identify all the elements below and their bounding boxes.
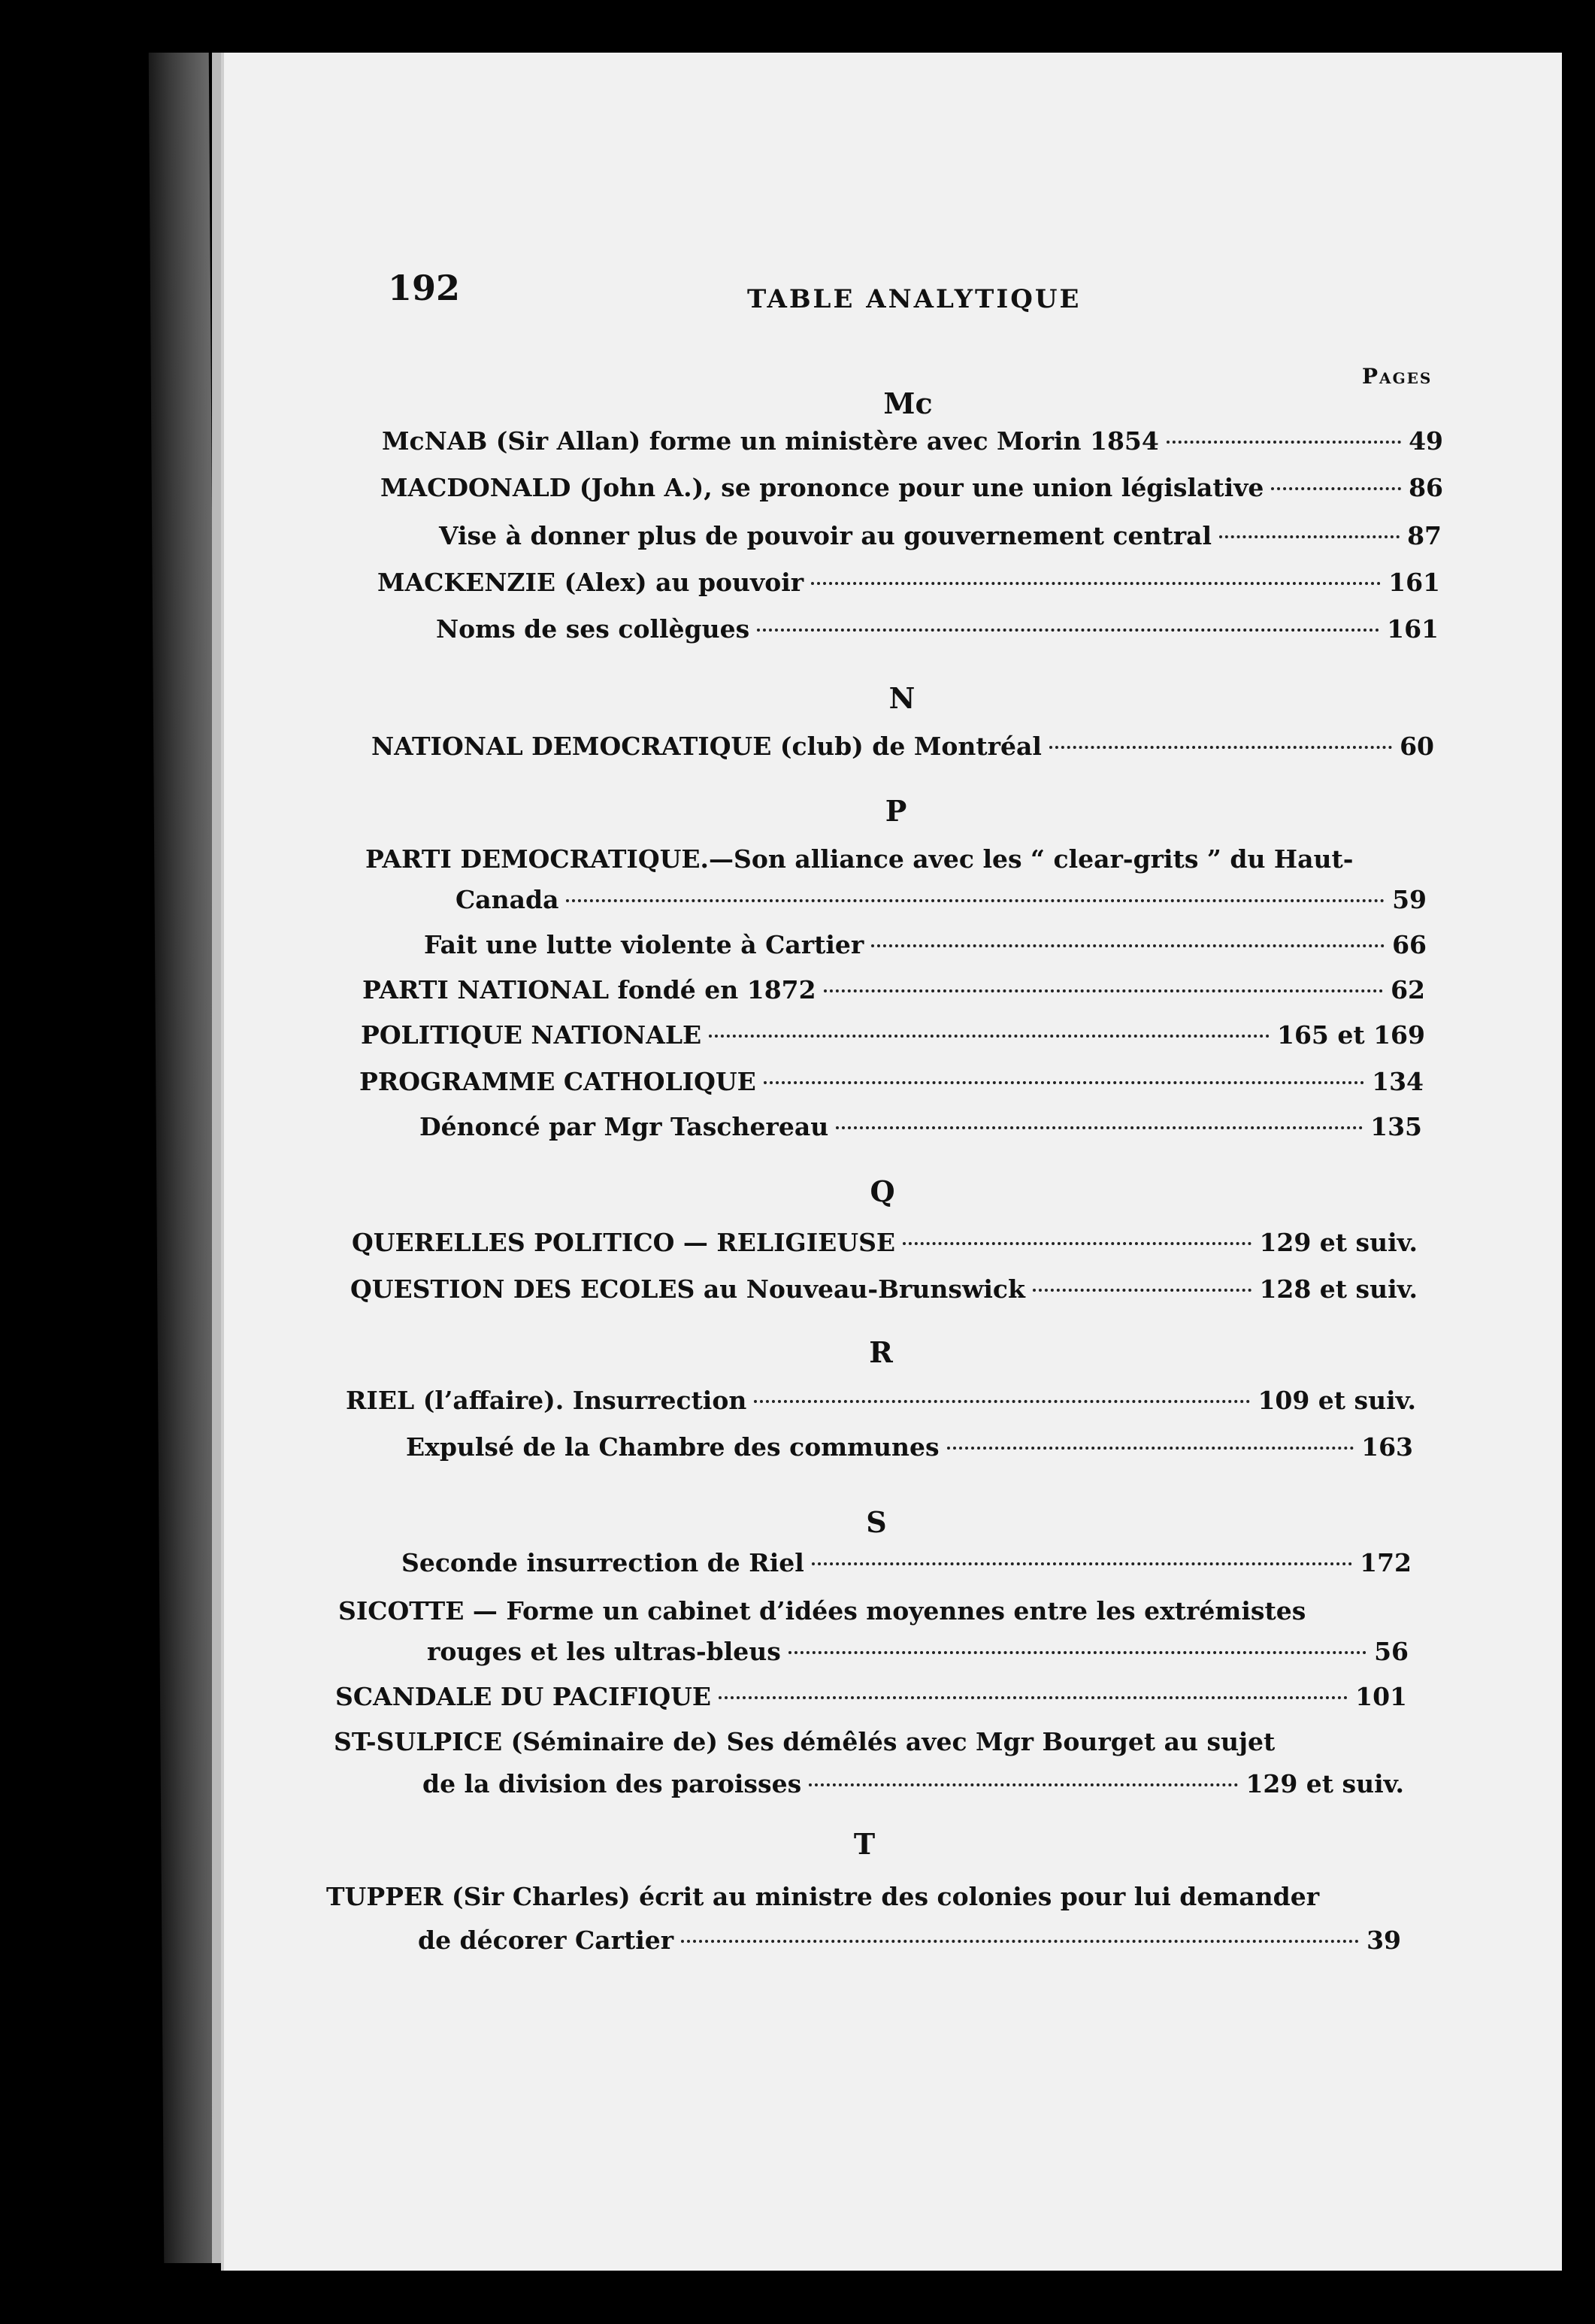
- index-entry-st-sulpice-cont: de la division des paroisses 129 et suiv.: [422, 1769, 1404, 1798]
- index-subentry-riel-expulse: Expulsé de la Chambre des communes 163: [406, 1432, 1413, 1462]
- index-entry-question-ecoles: QUESTION DES ECOLES au Nouveau-Brunswick 128 et suiv.: [350, 1274, 1418, 1304]
- index-entry-mackenzie: MACKENZIE (Alex) au pouvoir 161: [377, 568, 1440, 597]
- section-letter-r: R: [869, 1335, 893, 1369]
- index-subentry-parti-dem-lutte: Fait une lutte violente à Cartier 66: [424, 930, 1427, 959]
- section-letter-q: Q: [870, 1174, 895, 1208]
- section-letter-n: N: [888, 681, 916, 715]
- index-entry-parti-democratique: PARTI DEMOCRATIQUE.—Son alliance avec les “ clear-grits ” du Haut-: [365, 844, 1354, 874]
- index-entry-tupper: TUPPER (Sir Charles) écrit au ministre des colonies pour lui demander: [326, 1882, 1320, 1911]
- index-entry-parti-national: PARTI NATIONAL fondé en 1872 62: [362, 975, 1425, 1004]
- running-title: TABLE ANALYTIQUE: [747, 284, 1082, 314]
- index-entry-politique-nationale: POLITIQUE NATIONALE 165 et 169: [361, 1020, 1425, 1050]
- index-entry-querelles: QUERELLES POLITICO — RELIGIEUSE 129 et suiv.: [352, 1228, 1418, 1257]
- index-entry-sicotte-cont: rouges et les ultras-bleus 56: [427, 1637, 1409, 1666]
- index-entry-sicotte: SICOTTE — Forme un cabinet d’idées moyennes entre les extrémistes: [338, 1596, 1306, 1626]
- index-entry-macdonald: MACDONALD (John A.), se prononce pour une union législative 86: [380, 473, 1443, 502]
- index-entry-national: NATIONAL DEMOCRATIQUE (club) de Montréal 60: [371, 732, 1434, 761]
- index-entry-st-sulpice: ST-SULPICE (Séminaire de) Ses démêlés avec Mgr Bourget au sujet: [334, 1727, 1276, 1756]
- index-entry-mcnab: McNAB (Sir Allan) forme un ministère avec Morin 1854 49: [382, 426, 1443, 456]
- index-entry-tupper-cont: de décorer Cartier 39: [418, 1926, 1401, 1955]
- index-entry-riel: RIEL (l’affaire). Insurrection 109 et suiv.: [346, 1386, 1416, 1415]
- pages-column-label: Pages: [1362, 364, 1433, 389]
- index-entry-scandale: SCANDALE DU PACIFIQUE 101: [335, 1682, 1407, 1711]
- index-subentry-mackenzie-noms: Noms de ses collègues 161: [436, 614, 1439, 644]
- page-number: 192: [388, 268, 461, 308]
- index-entry-seconde-insurrection: Seconde insurrection de Riel 172: [401, 1548, 1412, 1577]
- section-letter-p: P: [885, 794, 907, 828]
- index-subentry-macdonald-vise: Vise à donner plus de pouvoir au gouvernement central 87: [439, 521, 1442, 550]
- section-letter-s: S: [866, 1505, 887, 1539]
- section-letter-t: T: [853, 1827, 876, 1861]
- index-subentry-programme-denonce: Dénoncé par Mgr Taschereau 135: [419, 1112, 1422, 1141]
- page-header: [388, 268, 1440, 389]
- index-entry-parti-democratique-cont: Canada 59: [455, 885, 1427, 914]
- section-letter-mc: Mc: [883, 386, 933, 420]
- index-entry-programme-catholique: PROGRAMME CATHOLIQUE 134: [359, 1067, 1424, 1096]
